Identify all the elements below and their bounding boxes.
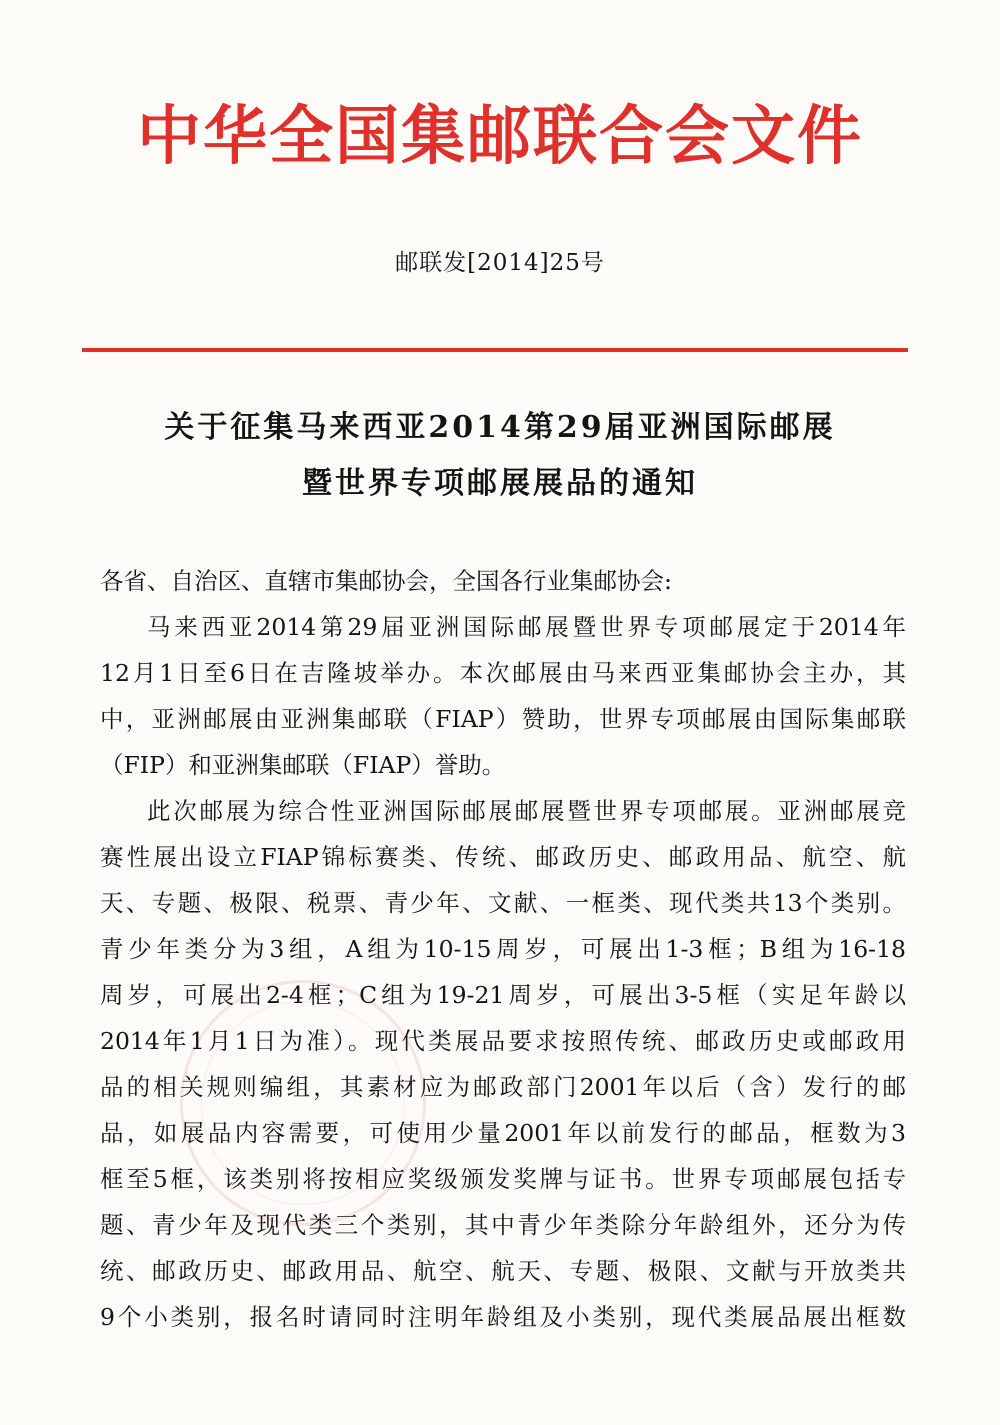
paragraph-line: 2014年1月1日为准）。现代类展品要求按照传统、邮政历史或邮政用 [100, 1027, 906, 1055]
red-divider-line [82, 348, 908, 352]
org-header-title: 中华全国集邮联合会文件 [137, 100, 863, 174]
paragraph-line: 马来西亚2014第29届亚洲国际邮展暨世界专项邮展定于2014年 [147, 613, 906, 641]
paragraph-line: 品，如展品内容需要，可使用少量2001年以前发行的邮品，框数为3 [100, 1119, 906, 1147]
document-number: 邮联发[2014]25号 [395, 250, 605, 276]
body-text [100, 558, 906, 1340]
paragraph-line: 9个小类别，报名时请同时注明年龄组及小类别，现代类展品展出框数 [100, 1303, 906, 1331]
paragraph-line: 青少年类分为3组，A组为10-15周岁，可展出1-3框；B组为16-18 [100, 935, 906, 963]
paragraph-line: 题、青少年及现代类三个类别，其中青少年类除分年龄组外，还分为传 [100, 1211, 906, 1239]
paragraph-2 [100, 788, 906, 1340]
paragraph-line: 赛性展出设立FIAP锦标赛类、传统、邮政历史、邮政用品、航空、航 [100, 843, 906, 871]
paragraph-line: 框至5框，该类别将按相应奖级颁发奖牌与证书。世界专项邮展包括专 [100, 1165, 906, 1193]
paragraph-line: 品的相关规则编组，其素材应为邮政部门2001年以后（含）发行的邮 [100, 1073, 906, 1101]
paragraph-line: 统、邮政历史、邮政用品、航空、航天、专题、极限、文献与开放类共 [100, 1257, 906, 1285]
paragraph-line: 此次邮展为综合性亚洲国际邮展邮展暨世界专项邮展。亚洲邮展竞 [147, 797, 906, 825]
paragraph-line: 周岁，可展出2-4框；C组为19-21周岁，可展出3-5框（实足年龄以 [100, 981, 906, 1009]
paragraph-line: 中，亚洲邮展由亚洲集邮联（FIAP）赞助，世界专项邮展由国际集邮联 [100, 705, 906, 733]
paragraph-line: 天、专题、极限、税票、青少年、文献、一框类、现代类共13个类别。 [100, 889, 906, 917]
paragraph-line: 12月1日至6日在吉隆坡举办。本次邮展由马来西亚集邮协会主办，其 [100, 659, 906, 687]
notice-title-line-2: 暨世界专项邮展展品的通知 [302, 466, 698, 501]
notice-title-line-1: 关于征集马来西亚2014第29届亚洲国际邮展 [164, 410, 836, 445]
salutation: 各省、自治区、直辖市集邮协会，全国各行业集邮协会: [100, 567, 672, 595]
paragraph-line: （FIP）和亚洲集邮联（FIAP）誉助。 [100, 751, 506, 779]
paragraph-1 [100, 604, 906, 788]
